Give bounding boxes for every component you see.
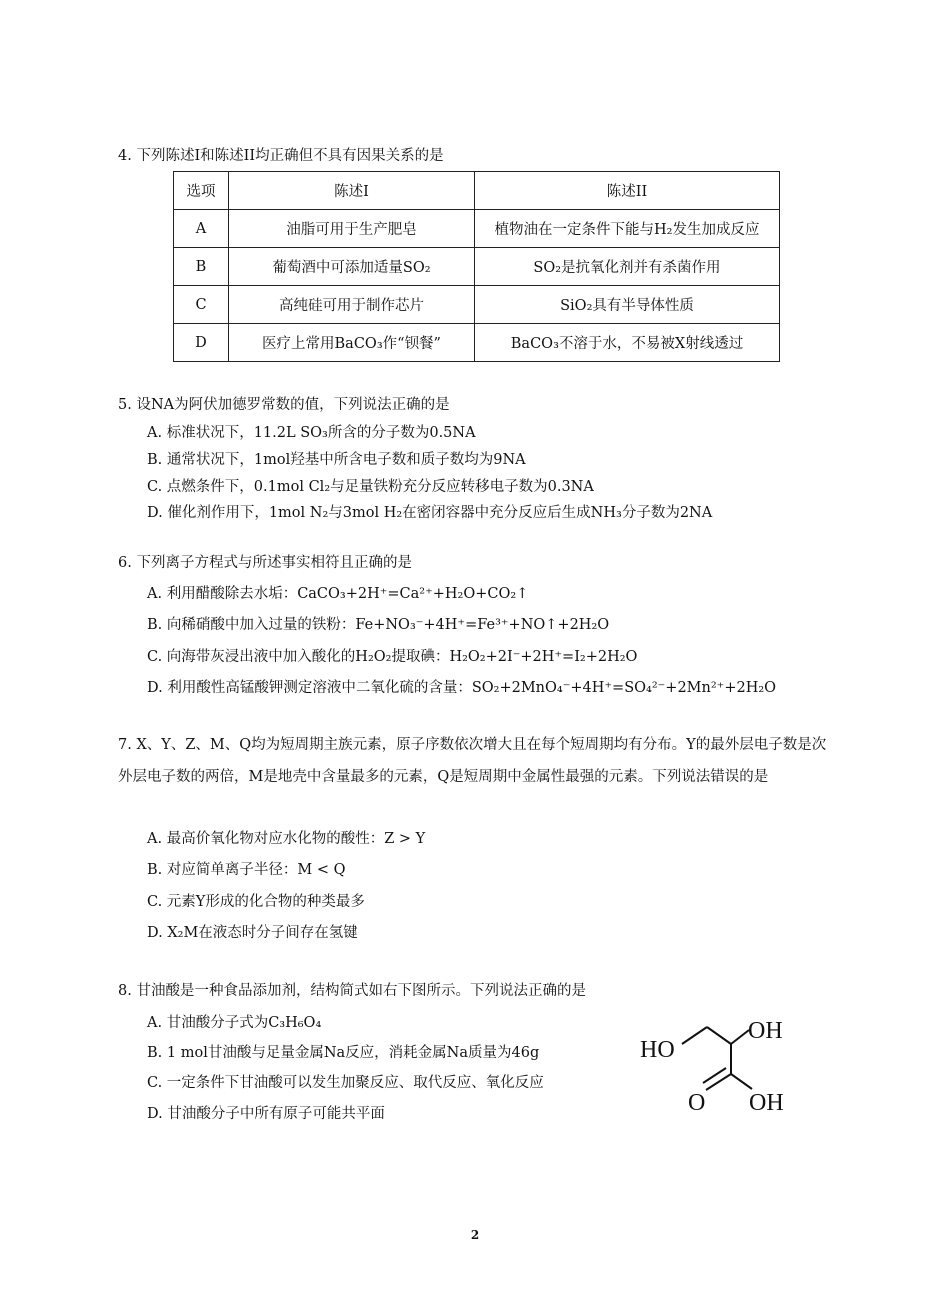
q8-option-a: A. 甘油酸分子式为C₃H₆O₄	[147, 1015, 322, 1031]
bond-ho-c	[682, 1027, 707, 1044]
row-statement-1: 高纯硅可用于制作芯片	[229, 286, 475, 324]
bond-c-oh-acid	[731, 1074, 752, 1089]
label-ho: HO	[640, 1037, 675, 1063]
q8-option-b: B. 1 mol甘油酸与足量金属Na反应，消耗金属Na质量为46g	[147, 1045, 540, 1061]
bond-c-c	[707, 1027, 731, 1044]
q5-option-d: D. 催化剂作用下，1mol N₂与3mol H₂在密闭容器中充分反应后生成NH₃分子数为2NA	[147, 505, 713, 521]
label-oh-bottom: OH	[749, 1090, 784, 1116]
table-row	[174, 286, 780, 324]
q7-option-c: C. 元素Y形成的化合物的种类最多	[147, 894, 365, 910]
row-statement-2: BaCO₃不溶于水，不易被X射线透过	[475, 324, 780, 362]
row-statement-1: 医疗上常用BaCO₃作“钡餐”	[229, 324, 475, 362]
q7-option-b: B. 对应简单离子半径：M < Q	[147, 862, 346, 878]
row-statement-1: 葡萄酒中可添加适量SO₂	[229, 248, 475, 286]
row-statement-1: 油脂可用于生产肥皂	[229, 210, 475, 248]
q5-option-a: A. 标准状况下，11.2L SO₃所含的分子数为0.5NA	[147, 425, 476, 441]
bond-c-o-2	[703, 1068, 726, 1083]
q6-option-d: D. 利用酸性高锰酸钾测定溶液中二氧化硫的含量：SO₂+2MnO₄⁻+4H⁺=SO₄²⁻+2Mn²⁺+2H₂O	[147, 680, 777, 696]
q6-stem: 6. 下列离子方程式与所述事实相符且正确的是	[118, 555, 412, 571]
q6-option-b: B. 向稀硝酸中加入过量的铁粉：Fe+NO₃⁻+4H⁺=Fe³⁺+NO↑+2H₂O	[147, 617, 610, 633]
row-statement-2: 植物油在一定条件下能与H₂发生加成反应	[475, 210, 780, 248]
q7-option-a: A. 最高价氧化物对应水化物的酸性：Z > Y	[147, 831, 426, 847]
table-row	[174, 248, 780, 286]
row-option: A	[174, 210, 229, 248]
page-number: 2	[470, 1228, 480, 1242]
glyceric-acid-structure	[628, 1006, 798, 1121]
q5-option-c: C. 点燃条件下，0.1mol Cl₂与足量铁粉充分反应转移电子数为0.3NA	[147, 479, 594, 495]
table-row	[174, 324, 780, 362]
q4-stem: 4. 下列陈述I和陈述II均正确但不具有因果关系的是	[118, 148, 444, 164]
label-o: O	[688, 1090, 706, 1116]
header-option: 选项	[174, 172, 229, 210]
q8-option-d: D. 甘油酸分子中所有原子可能共平面	[147, 1106, 385, 1122]
q5-option-b: B. 通常状况下，1mol羟基中所含电子数和质子数均为9NA	[147, 452, 526, 468]
q8-stem: 8. 甘油酸是一种食品添加剂，结构简式如右下图所示。下列说法正确的是	[118, 983, 586, 999]
q7-stem: 7. X、Y、Z、M、Q均为短周期主族元素，原子序数依次增大且在每个短周期均有分布。Y的最外层电子数是次外层电子数的两倍，M是地壳中含量最多的元素，Q是短周期中金属性最强的元素。下列说法错误的是	[118, 737, 827, 785]
header-statement-2: 陈述II	[475, 172, 780, 210]
q8-option-c: C. 一定条件下甘油酸可以发生加聚反应、取代反应、氧化反应	[147, 1075, 544, 1091]
row-option: D	[174, 324, 229, 362]
row-statement-2: SiO₂具有半导体性质	[475, 286, 780, 324]
label-oh-top: OH	[748, 1018, 783, 1044]
row-option: B	[174, 248, 229, 286]
row-statement-2: SO₂是抗氧化剂并有杀菌作用	[475, 248, 780, 286]
q6-option-a: A. 利用醋酸除去水垢：CaCO₃+2H⁺=Ca²⁺+H₂O+CO₂↑	[147, 586, 529, 602]
table-header-row	[174, 172, 780, 210]
row-option: C	[174, 286, 229, 324]
bond-c-oh	[731, 1030, 749, 1044]
q5-stem: 5. 设NA为阿伏加德罗常数的值，下列说法正确的是	[118, 397, 450, 413]
q4-table	[173, 171, 780, 362]
q6-option-c: C. 向海带灰浸出液中加入酸化的H₂O₂提取碘：H₂O₂+2I⁻+2H⁺=I₂+2H₂O	[147, 649, 638, 665]
bond-c-o-1	[706, 1074, 731, 1090]
q7-option-d: D. X₂M在液态时分子间存在氢键	[147, 925, 358, 941]
header-statement-1: 陈述I	[229, 172, 475, 210]
table-row	[174, 210, 780, 248]
structure-bonds	[682, 1027, 752, 1090]
